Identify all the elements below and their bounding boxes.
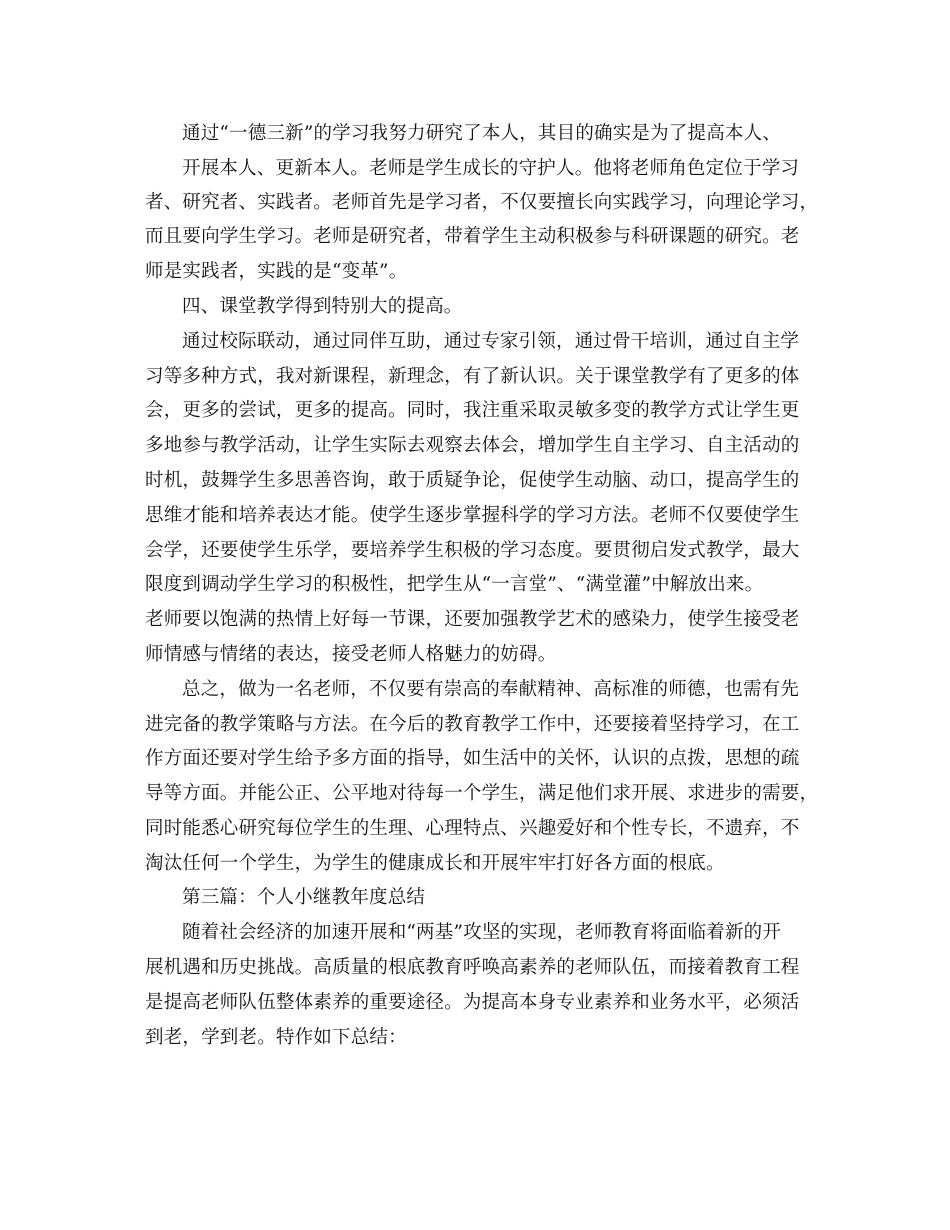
text-line: 思维才能和培养表达才能。使学生逐步掌握科学的学习方法。老师不仅要使学生 (145, 505, 800, 526)
text-line: 习等多种方式，我对新课程，新理念，有了新认识。关于课堂教学有了更多的体 (145, 366, 800, 387)
text-line: 师情感与情绪的表达，接受老师人格魅力的妨碍。 (145, 644, 557, 665)
text-line: 老师要以饱满的热情上好每一节课，还要加强教学艺术的感染力，使学生接受老 (145, 609, 800, 630)
text-line: 同时能悉心研究每位学生的生理、心理特点、兴趣爱好和个性专长，不遗弃，不 (145, 818, 800, 839)
text-line: 作方面还要对学生给予多方面的指导，如生活中的关怀，认识的点拨，思想的疏 (145, 748, 800, 769)
text-line: 而且要向学生学习。老师是研究者，带着学生主动积极参与科研课题的研究。老 (145, 226, 800, 247)
text-line: 到老，学到老。特作如下总结： (145, 1027, 407, 1048)
text-line: 限度到调动学生学习的积极性，把学生从“一言堂”、“满堂灌”中解放出来。 (145, 574, 764, 595)
text-line: 总之，做为一名老师，不仅要有崇高的奉献精神、高标准的师德，也需有先 (182, 679, 800, 700)
text-line: 开展本人、更新本人。老师是学生成长的守护人。他将老师角色定位于学习 (182, 158, 800, 179)
text-line: 师是实践者，实践的是“变革”。 (145, 261, 408, 282)
text-line: 展机遇和历史挑战。高质量的根底教育呼唤高素养的老师队伍，而接着教育工程 (145, 957, 800, 978)
text-line: 会学，还要使学生乐学，要培养学生积极的学习态度。要贯彻启发式教学，最大 (145, 540, 800, 561)
text-line: 随着社会经济的加速开展和“两基”攻坚的实现，老师教育将面临着新的开 (182, 922, 782, 943)
text-line: 者、研究者、实践者。老师首先是学习者，不仅要擅长向实践学习，向理论学习， (145, 192, 819, 213)
text-line: 通过校际联动，通过同伴互助，通过专家引领，通过骨干培训，通过自主学 (182, 331, 800, 352)
text-line: 是提高老师队伍整体素养的重要途径。为提高本身专业素养和业务水平，必须活 (145, 992, 800, 1013)
text-line: 进完备的教学策略与方法。在今后的教育教学工作中，还要接着坚持学习，在工 (145, 714, 800, 735)
text-line: 会，更多的尝试，更多的提高。同时，我注重采取灵敏多变的教学方式让学生更 (145, 400, 800, 421)
section-heading: 第三篇：个人小继教年度总结 (182, 887, 426, 908)
text-line: 淘汰任何一个学生，为学生的健康成长和开展牢牢打好各方面的根底。 (145, 853, 725, 874)
text-line: 导等方面。并能公正、公平地对待每一个学生，满足他们求开展、求进步的需要， (145, 783, 819, 804)
text-line: 多地参与教学活动，让学生实际去观察去体会，增加学生自主学习、自主活动的 (145, 435, 800, 456)
section-heading: 四、课堂教学得到特别大的提高。 (182, 296, 463, 317)
text-line: 时机，鼓舞学生多思善咨询，敢于质疑争论，促使学生动脑、动口，提高学生的 (145, 470, 800, 491)
text-line: 通过“一德三新”的学习我努力研究了本人，其目的确实是为了提高本人、 (182, 123, 782, 144)
